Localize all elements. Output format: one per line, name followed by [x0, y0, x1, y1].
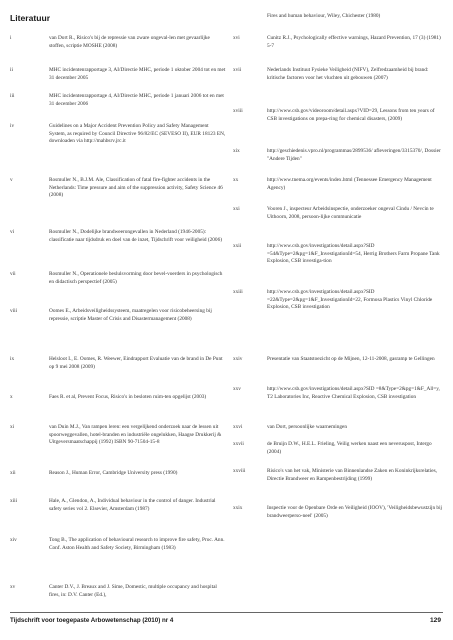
reference-number: xxiv	[233, 356, 243, 362]
reference-number: xxvii	[233, 441, 244, 447]
reference-text: MHC incidentenrapportage 3, AI/Directie MHC, periode 1 oktober 2004 tot en met 31 december 2005	[49, 67, 226, 81]
reference-link-text[interactable]: http://geschiedenis.vpro.nl/programmas/2899536/ afleveringen/3315370/, Dossier "Andere Tijden"	[267, 148, 441, 162]
reference-text: Rosmuller N., Dodelijke brandweerongevallen in Nederland (1946-2005): classificatie naar tijdsdruk en doel van de inzet, Tijdschrift voor veiligheid (2006)	[49, 229, 222, 243]
reference-number: xxvi	[233, 424, 243, 430]
reference-number: xii	[10, 470, 16, 476]
reference-link-text[interactable]: http://www.csb.gov/investigations/detail.aspx?SID =54&Type=2&pg=1&F_InvestigationId=54, Herrig Brothers Farm Propane Tank Explosion, CSB investiga-tion	[267, 243, 440, 265]
reference-number: xx	[233, 177, 239, 183]
reference-text: Vooren J., inspecteur Arbeidsinspectie, onderzoeker ongeval Cindu / Nevcin te Uithoorn, 2008, persoon-lijke communicatie	[267, 206, 434, 220]
reference-number: ix	[10, 356, 15, 362]
reference-number: xxv	[233, 386, 241, 392]
reference-text: Helsloot I., E. Oomes, R. Weewer, Eindrapport Evaluatie van de brand in De Punt op 9 mei 2008 (2009)	[49, 356, 223, 370]
reference-text: http://www.tnema.org/events/index.html (Tennessee Emergency Management Agency)	[267, 177, 432, 191]
reference-text: Reason J., Human Error, Cambridge University press (1990)	[49, 470, 178, 476]
footer-divider	[10, 612, 443, 613]
reference-text: Nederlands Instituut Fysieke Veiligheid (NIFV), Zelfredzaamheid bij brand: kritische factoren voor het vluchten uit gebouwen (2007)	[267, 67, 429, 81]
reference-number: ii	[10, 67, 13, 73]
reference-text: MHC incidentenrapportage 4, AI/Directie MHC, periode 1 januari 2006 tot en met 31 december 2006	[49, 93, 224, 107]
reference-text: van Duin M.J., Van rampen leren: een vergelijkend onderzoek naar de lessen uit spoorweggevallen, hotel-branden en industriële ongelukken, Haagse Drukkerij & Uitgeversmaatschappij (1992) ISBN 90-71504-15-8	[49, 424, 222, 446]
reference-number: xxix	[233, 505, 243, 511]
reference-number: xvi	[233, 35, 240, 41]
reference-number: v	[10, 177, 13, 183]
reference-link-text[interactable]: http://www.csb.gov/videoroom/detail.aspx?VID=29, Lessons from ten years of CSB investigations on prepa-ring for chemical disasters, (2009)	[267, 108, 435, 122]
reference-text: Rosmuller N., B.J.M. Ale, Classification of fatal fire-fighter accidents in the Netherlands: Time pressure and aim of the suppression activity, Safety Science 46 (2008)	[49, 177, 223, 199]
reference-link-text[interactable]: http://www.csb.gov/investigations/detail.aspx?SID =8&Type=2&pg=1&F_All=y, T2 Laboratories Inc, Reactive Chemical Explosion, CSB investigation	[267, 386, 440, 400]
page-number: 129	[429, 617, 441, 624]
reference-number: xvii	[233, 67, 242, 73]
reference-text: Faes R. et al, Prevent Focus, Risico's in besloten ruim-ten opgelijst (2003)	[49, 394, 207, 400]
reference-text: Inspectie voor de Openbare Orde en Veiligheid (IOOV), 'Veiligheidsbewustzijn bij brandweerperso-neel' (2005)	[267, 505, 443, 519]
section-heading: Literatuur	[10, 13, 51, 23]
reference-number: xviii	[233, 108, 243, 114]
reference-text: Hale, A., Glendon, A., Individual behaviour in the control of danger. Industrial safety series vol 2. Elsevier, Amsterdam (1987)	[49, 498, 216, 512]
reference-number: vi	[10, 229, 15, 235]
reference-number: xiv	[10, 537, 17, 543]
reference-number: xxi	[233, 206, 240, 212]
reference-text: Fires and human behaviour, Wiley, Chichester (1980)	[267, 13, 381, 19]
reference-text: Risico's van het vak, Ministerie van Binnenlandse Zaken en Koninkrijksrelaties, Directie Brandweer en Rampenbestrijding (1999)	[267, 468, 437, 482]
reference-number: xix	[233, 148, 240, 154]
reference-number: xi	[10, 424, 15, 430]
reference-text: de Bruijn D.W., H.E.L. Frieling, Veilig werken naast een neveruspost, Intergo (2004)	[267, 441, 432, 455]
reference-text: Rosmuller N., Operationele beslulsvorming door bevel-voerders in psychologisch en didactisch perspectief (2005)	[49, 271, 223, 285]
reference-text: Presentatie van Staatstoezicht op de Mijnen, 12-11-2008, gasramp te Gellingen	[267, 356, 435, 362]
journal-title: Tijdschrift voor toegepaste Arbowetenschap (2010) nr 4	[10, 617, 174, 624]
reference-number: viii	[10, 308, 18, 314]
reference-link-text[interactable]: http://www.csb.gov/investigations/detail.aspx?SID =22&Type=2&pg=1&F_InvestigationId=22, Formosa Plastics Vinyl Chloride Explosion, CSB investigation	[267, 289, 433, 311]
reference-text: van Dort, persoonlijke waarnemingen	[267, 424, 348, 430]
reference-text: Oomes E., Arbeidsveiligheidssysteem, maatregelen voor risicobeheersing bij repressie, scriptie Master of Crisis and Disastermanagement (2008)	[49, 308, 212, 322]
reference-text: Canter D.V., J. Breaux and J. Sime, Domestic, multiple occupancy and hospital fires, in: D.V. Canter (Ed.),	[49, 584, 217, 598]
reference-number: xv	[10, 584, 16, 590]
reference-text: Guidelines on a Major Accident Prevention Policy and Safety Management System, as required by Council Directive 96/82/EC (SEVESO II), EUR 18123 EN, downloaden via http://mahbsrv.jrc.it	[49, 123, 226, 145]
reference-number: i	[10, 35, 12, 41]
reference-text: Cunitz R.J., Psychologically effective warnings, Hazard Prevention, 17 (3) (1981) 5-7	[267, 35, 441, 49]
reference-number: xxiii	[233, 289, 243, 295]
reference-number: xxviii	[233, 468, 246, 474]
reference-text: Tong B., The application of behavioural research to improve fire safety, Proc. Ann. Conf. Aston Health and Safety Society, Birmingham (1983)	[49, 537, 225, 551]
reference-number: iii	[10, 93, 15, 99]
reference-number: xxii	[233, 243, 242, 249]
reference-number: iv	[10, 123, 15, 129]
reference-number: x	[10, 394, 13, 400]
reference-number: vii	[10, 271, 16, 277]
reference-text: van Dort R., Risico's bij de repressie van zware ongeval-len met gevaarlijke stoffen, scriptie MOSHE (2008)	[49, 35, 210, 49]
reference-number: xiii	[10, 498, 18, 504]
